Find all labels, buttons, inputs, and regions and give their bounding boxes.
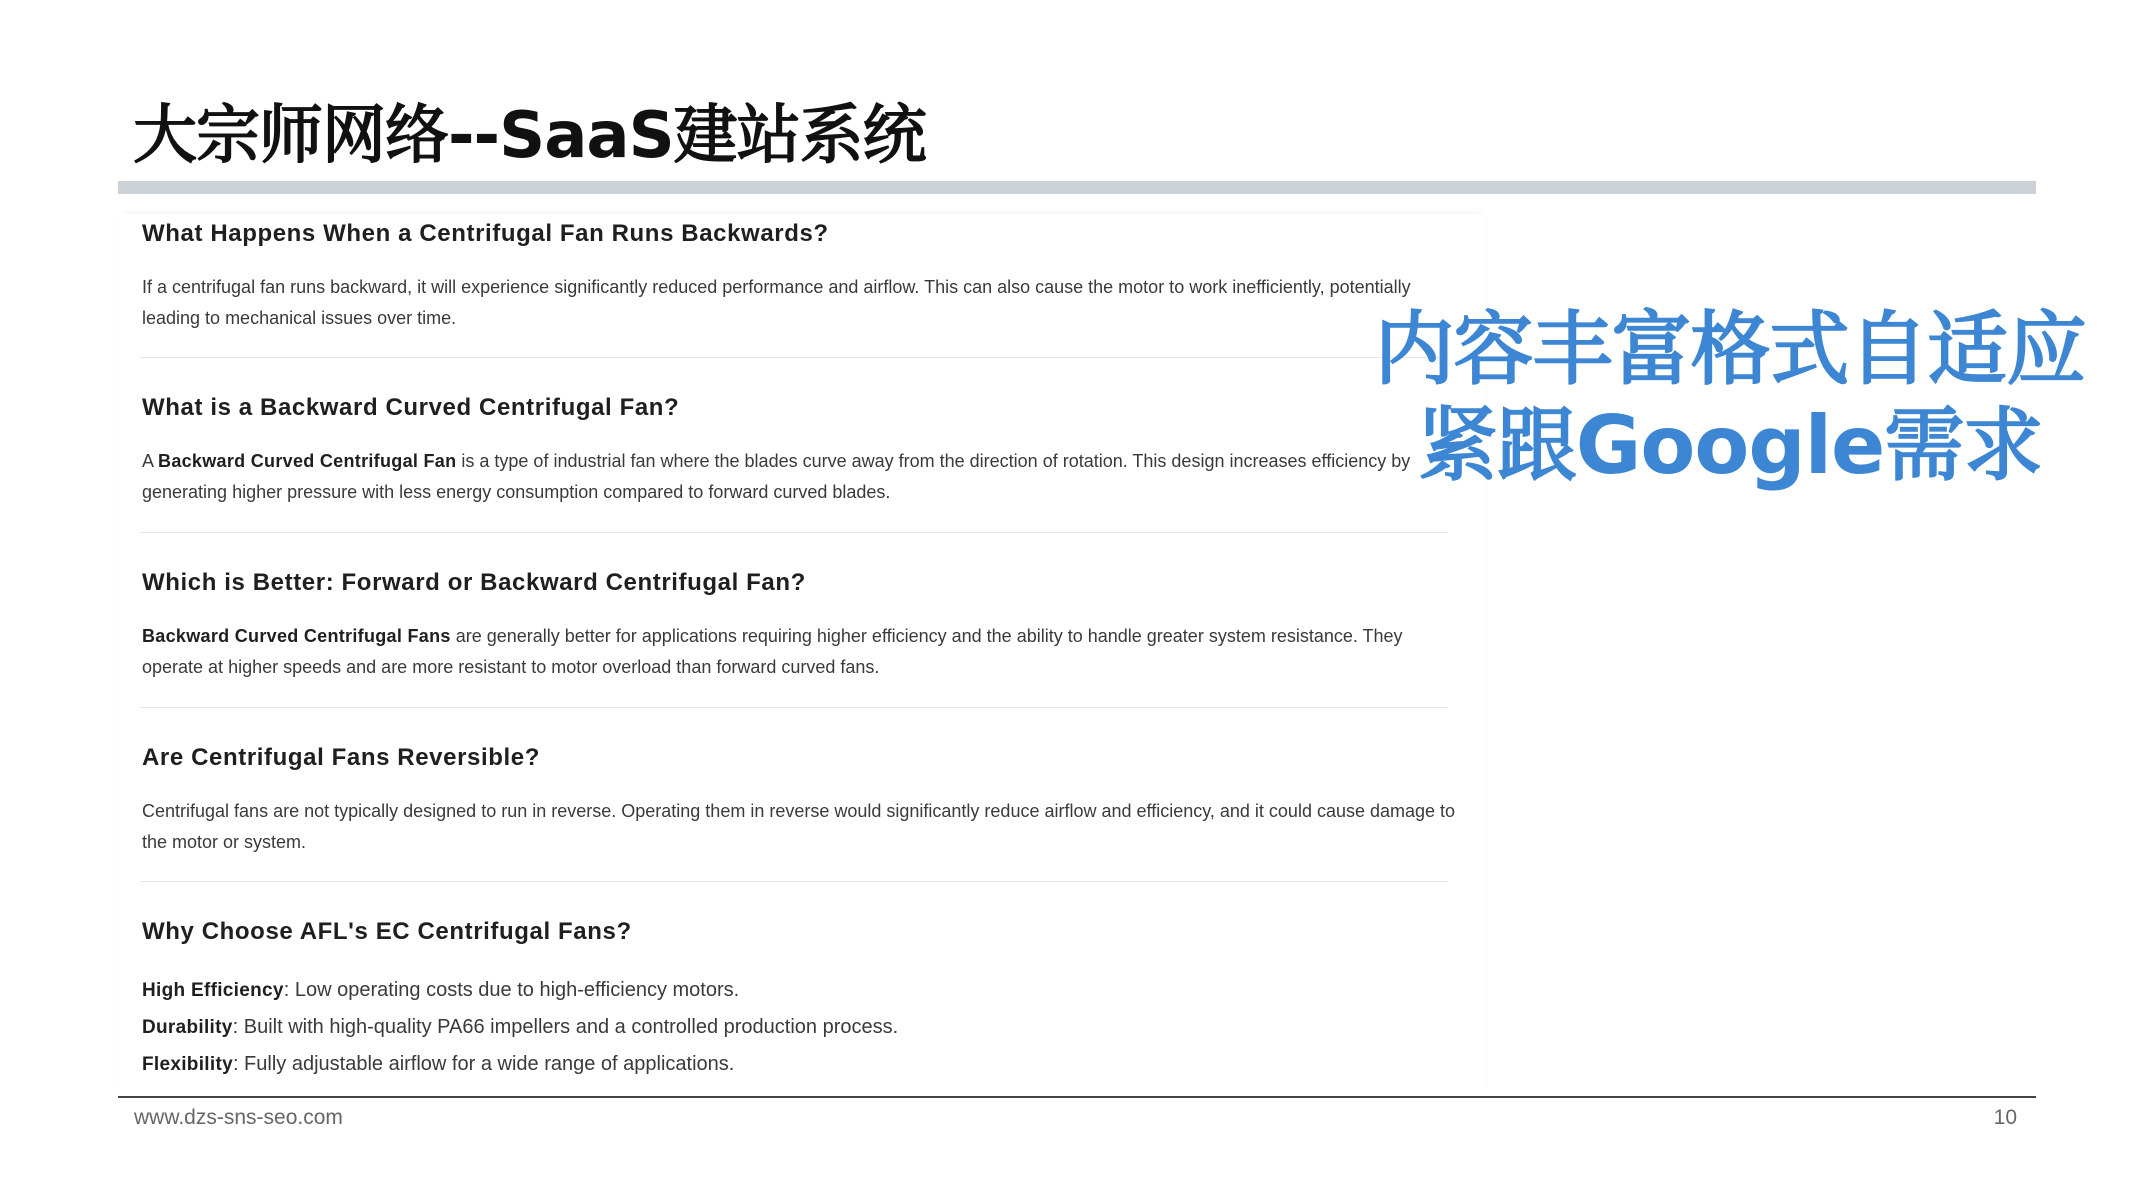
answer-text: is a type of industrial fan where the blades curve away from the direction of rotation. This design increases efficiency by generating higher pressure with less energy consumption compared to forward curved blades. xyxy=(142,451,1411,502)
faq-answer xyxy=(142,446,1462,508)
slide-title: 大宗师网络--SaaS建站系统 xyxy=(133,99,926,173)
answer-bold-term: Backward Curved Centrifugal Fans xyxy=(142,626,451,646)
faq-divider xyxy=(140,707,1448,708)
feature-text: : Built with high-quality PA66 impellers and a controlled production process. xyxy=(232,1016,899,1038)
faq-screenshot xyxy=(118,214,1486,1094)
footer-divider xyxy=(118,1096,2036,1098)
answer-text: A xyxy=(142,451,159,471)
feature-label: Durability xyxy=(142,1017,233,1038)
faq-answer: Centrifugal fans are not typically designed to run in reverse. Operating them in reverse would significantly reduce airflow and efficiency, and it could cause damage to the motor or system. xyxy=(142,801,1456,852)
faq-question: What Happens When a Centrifugal Fan Runs Backwards? xyxy=(142,220,829,247)
faq-question: What is a Backward Curved Centrifugal Fan? xyxy=(142,394,680,421)
feature-label: High Efficiency xyxy=(142,980,284,1001)
faq-item xyxy=(142,220,1462,334)
faq-answer: If a centrifugal fan runs backward, it will experience significantly reduced performance and airflow. This can also cause the motor to work inefficiently, potentially leading to mechanical issues over time. xyxy=(142,277,1411,328)
faq-question: Why Choose AFL's EC Centrifugal Fans? xyxy=(142,918,632,945)
faq-answer xyxy=(142,621,1462,683)
feature-item xyxy=(142,1046,1462,1083)
faq-question: Which is Better: Forward or Backward Centrifugal Fan? xyxy=(142,569,806,596)
page-number: 10 xyxy=(1993,1106,2017,1129)
footer-url: www.dzs-sns-seo.com xyxy=(134,1106,343,1129)
faq-divider xyxy=(140,357,1448,358)
feature-text: : Fully adjustable airflow for a wide range of applications. xyxy=(232,1053,735,1075)
faq-question: Are Centrifugal Fans Reversible? xyxy=(142,744,540,771)
feature-item xyxy=(142,972,1462,1009)
promo-line: 紧跟Google需求 xyxy=(1417,399,2043,492)
faq-divider xyxy=(140,532,1448,533)
feature-list xyxy=(142,972,1462,1083)
faq-item xyxy=(142,744,1462,858)
feature-label: Flexibility xyxy=(142,1054,233,1075)
faq-item xyxy=(142,394,1462,508)
feature-text: : Low operating costs due to high-efficiency motors. xyxy=(283,979,740,1001)
title-underline-bar xyxy=(118,181,2036,194)
faq-divider xyxy=(140,881,1448,882)
feature-item xyxy=(142,1009,1462,1046)
faq-item xyxy=(142,918,1462,1083)
promo-line: 内容丰富格式自适应 xyxy=(1374,303,2086,396)
faq-item xyxy=(142,569,1462,683)
answer-text: are generally better for applications requiring higher efficiency and the ability to handle greater system resistance. They operate at higher speeds and are more resistant to motor overload than forward curved fans. xyxy=(142,626,1403,677)
answer-bold-term: Backward Curved Centrifugal Fan xyxy=(158,451,457,471)
promo-callout xyxy=(1340,302,2120,494)
